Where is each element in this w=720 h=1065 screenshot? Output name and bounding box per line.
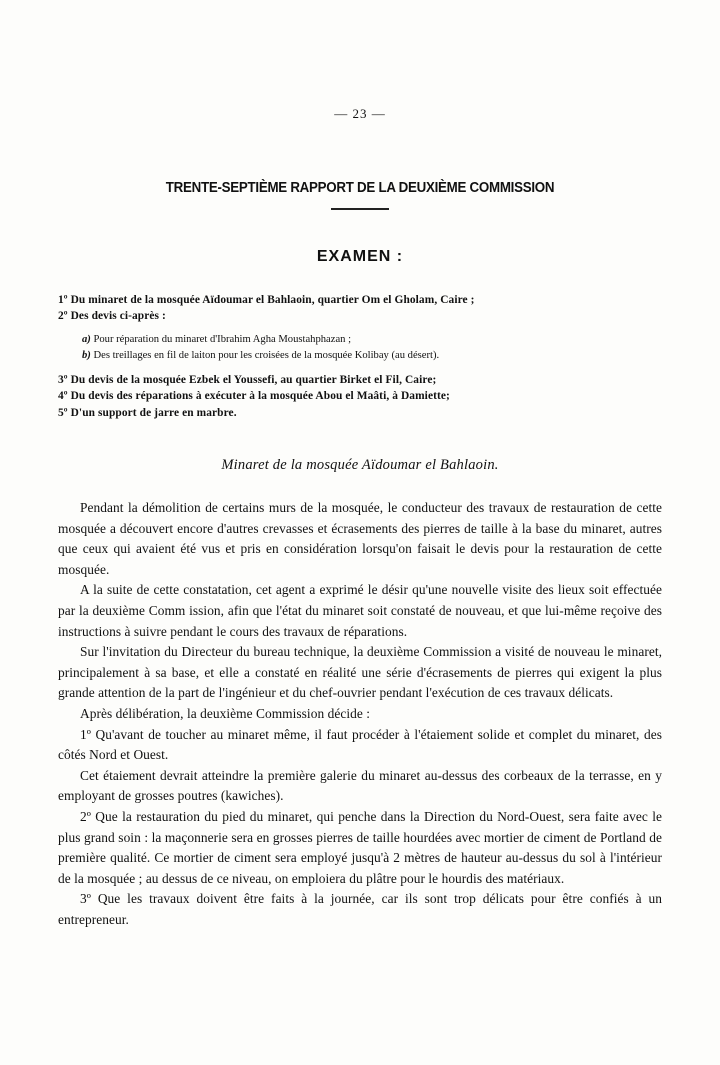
paragraph: Cet étaiement devrait atteindre la première galerie du minaret au-dessus des corbeaux de la terrasse, en y employant de grosses poutres (kawiches).: [58, 767, 662, 804]
paragraph: Sur l'invitation du Directeur du bureau technique, la deuxième Commission a visité de nouveau le minaret, principalement à sa base, et elle a constaté en réalité une série d'écrasements de pierres qui exigent la plus grande attention de la part de l'ingénieur et du chef-ouvrier pendant l'exécution de ces travaux délicats.: [58, 644, 662, 701]
list-item-label: a): [82, 333, 91, 345]
list-item-sub: [58, 348, 662, 365]
list-gap: [58, 325, 662, 332]
paragraph: Pendant la démolition de certains murs de la mosquée, le conducteur des travaux de restauration de cette mosquée a découvert encore d'autres crevasses et écrasements des pierres de taille à la base du minaret, autres que ceux qui avaient été vus et pris en considération lorsqu'on faisait le devis pour la restauration de cette mosquée.: [58, 500, 662, 577]
examen-heading: EXAMEN :: [316, 247, 404, 265]
list-item: 1º Du minaret de la mosquée Aïdoumar el Bahlaoin, quartier Om el Gholam, Caire ;: [58, 293, 475, 306]
body-text: [58, 498, 662, 930]
list-item-sub: [58, 332, 662, 349]
list-item: 5º D'un support de jarre en marbre.: [58, 406, 237, 419]
list-item: 2º Des devis ci-après :: [58, 310, 166, 322]
paragraph: 2º Que la restauration du pied du minaret, qui penche dans la Direction du Nord-Ouest, sera faite avec le plus grand soin : la maçonnerie sera en grosses pierres de taille hourdées avec mortier de ciment de Portland de première qualité. Ce mortier de ciment sera employé jusqu'à 2 mètres de hauteur au-dessus du sol à l'intérieur de la mosquée ; au dessus de ce niveau, on emploiera du plâtre pour le hourdis des matériaux.: [58, 808, 662, 886]
page-content: [58, 0, 662, 930]
page-number: — 23 —: [334, 106, 386, 121]
list-item-text: Des treillages en fil de laiton pour les croisées de la mosquée Kolibay (au désert).: [93, 350, 440, 361]
list-item: 3º Du devis de la mosquée Ezbek el Youssefi, au quartier Birket el Fil, Caire;: [58, 373, 437, 386]
list-gap: [58, 365, 662, 372]
examen-list: [58, 292, 662, 422]
title-divider: [331, 208, 389, 210]
paragraph: Après délibération, la deuxième Commission décide :: [80, 705, 371, 721]
list-item-text: Pour réparation du minaret d'Ibrahim Agha Moustahphazan ;: [93, 333, 352, 345]
section-subtitle: Minaret de la mosquée Aïdoumar el Bahlaoin.: [221, 457, 499, 473]
report-title: TRENTE-SEPTIÈME RAPPORT DE LA DEUXIÈME COMMISSION: [165, 180, 555, 196]
list-item: 4º Du devis des réparations à exécuter à la mosquée Abou el Maâti, à Damiette;: [58, 390, 450, 402]
paragraph: 3º Que les travaux doivent être faits à la journée, car ils sont trop délicats pour être confiés à un entrepreneur.: [58, 891, 662, 927]
list-item-label: b): [82, 350, 91, 361]
paragraph: A la suite de cette constatation, cet agent a exprimé le désir qu'une nouvelle visite des lieux soit effectuée par la deuxième Comm ission, afin que l'état du minaret soit constaté de nouveau, et que lui-même reçoive des instructions à suivre pendant le cours des travaux de réparations.: [58, 582, 662, 639]
paragraph: 1º Qu'avant de toucher au minaret même, il faut procéder à l'étaiement solide et complet du minaret, des côtés Nord et Ouest.: [58, 726, 662, 763]
